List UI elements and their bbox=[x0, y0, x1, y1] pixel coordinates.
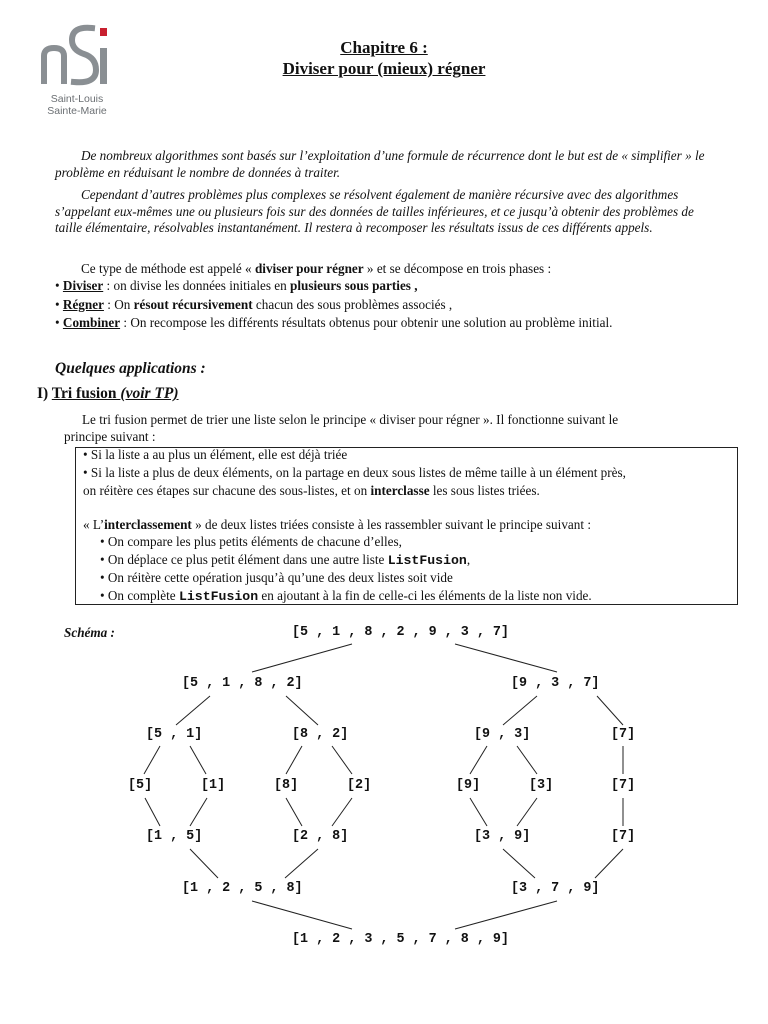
intro-paragraph-2: Cependant d’autres problèmes plus complexes se résolvent également de manière récursive avec des algorithmes s’appelant eux-mêmes une ou plusieurs fois sur des données de tailles inférieures, et ce jusqu’à obtenir des problèmes de taille élémentaire, résolvables instantanément. Il restera à recomposer les résultats issus de ces différents appels. bbox=[55, 187, 694, 235]
box-step-3: • On réitère cette opération jusqu’à qu’une des deux listes soit vide bbox=[100, 570, 453, 585]
node-left: [5 , 1 , 8 , 2] bbox=[182, 676, 303, 691]
section1-text-line-1: Le tri fusion permet de trier une liste selon le principe « diviser pour régner ». Il fonctionne suivant le bbox=[82, 412, 619, 427]
node-final-sorted: [1 , 2 , 3 , 5 , 7 , 8 , 9] bbox=[292, 932, 509, 947]
node-root: [5 , 1 , 8 , 2 , 9 , 3 , 7] bbox=[292, 625, 509, 640]
node-5-1: [5 , 1] bbox=[146, 727, 203, 742]
merged-3-7-9: [3 , 7 , 9] bbox=[511, 881, 600, 896]
box-line-4: « L’interclassement » de deux listes triées consiste à les rassembler suivant le principe suivant : bbox=[83, 517, 591, 532]
leaf-1: [1] bbox=[201, 778, 226, 793]
section1-text-line-2: principe suivant : bbox=[64, 429, 156, 444]
node-9-3: [9 , 3] bbox=[474, 727, 531, 742]
node-8-2: [8 , 2] bbox=[292, 727, 349, 742]
leaf-3: [3] bbox=[529, 778, 554, 793]
chapter-number: Chapitre 6 : bbox=[340, 38, 428, 57]
logo-line-1: Saint-Louis bbox=[50, 93, 104, 105]
node-7-right: [7] bbox=[611, 727, 636, 742]
phase-combiner: • Combiner : On recompose les différents résultats obtenus pour obtenir une solution au problème initial. bbox=[55, 315, 613, 330]
merged-7: [7] bbox=[611, 829, 636, 844]
schema-label: Schéma : bbox=[64, 625, 115, 640]
section-heading-tri-fusion: I) Tri fusion (voir TP) bbox=[37, 385, 179, 402]
leaf-8: [8] bbox=[274, 778, 299, 793]
box-line-3: on réitère ces étapes sur chacune des sous-listes, et on interclasse les sous listes triées. bbox=[83, 483, 540, 498]
merged-1-5: [1 , 5] bbox=[146, 829, 203, 844]
leaf-7: [7] bbox=[611, 778, 636, 793]
merged-3-9: [3 , 9] bbox=[474, 829, 531, 844]
phase-diviser: • Diviser : on divise les données initiales en plusieurs sous parties , bbox=[55, 278, 418, 293]
leaf-9: [9] bbox=[456, 778, 481, 793]
leaf-5: [5] bbox=[128, 778, 153, 793]
intro-paragraph-1: De nombreux algorithmes sont basés sur l’exploitation d’une formule de récurrence dont le but est de « simplifier » le problème en réduisant le nombre de données à traiter. bbox=[55, 148, 705, 180]
phase-regner: • Régner : On résout récursivement chacun des sous problèmes associés , bbox=[55, 297, 453, 312]
merged-1-2-5-8: [1 , 2 , 5 , 8] bbox=[182, 881, 303, 896]
box-step-2: • On déplace ce plus petit élément dans une autre liste ListFusion, bbox=[100, 552, 471, 568]
box-line-1: • Si la liste a au plus un élément, elle est déjà triée bbox=[83, 447, 348, 462]
box-step-4: • On complète ListFusion en ajoutant à la fin de celle-ci les éléments de la liste non vide. bbox=[100, 588, 592, 604]
box-step-1: • On compare les plus petits éléments de chacune d’elles, bbox=[100, 534, 402, 549]
applications-heading: Quelques applications : bbox=[55, 360, 206, 377]
node-right: [9 , 3 , 7] bbox=[511, 676, 600, 691]
box-line-2: • Si la liste a plus de deux éléments, on la partage en deux sous listes de même taille à un élément près, bbox=[83, 465, 626, 480]
logo-line-2: Sainte-Marie bbox=[47, 105, 107, 117]
leaf-2: [2] bbox=[347, 778, 372, 793]
page-title: Diviser pour (mieux) régner bbox=[282, 59, 486, 78]
merged-2-8: [2 , 8] bbox=[292, 829, 349, 844]
method-lead: Ce type de méthode est appelé « diviser pour régner » et se décompose en trois phases : bbox=[81, 261, 552, 276]
